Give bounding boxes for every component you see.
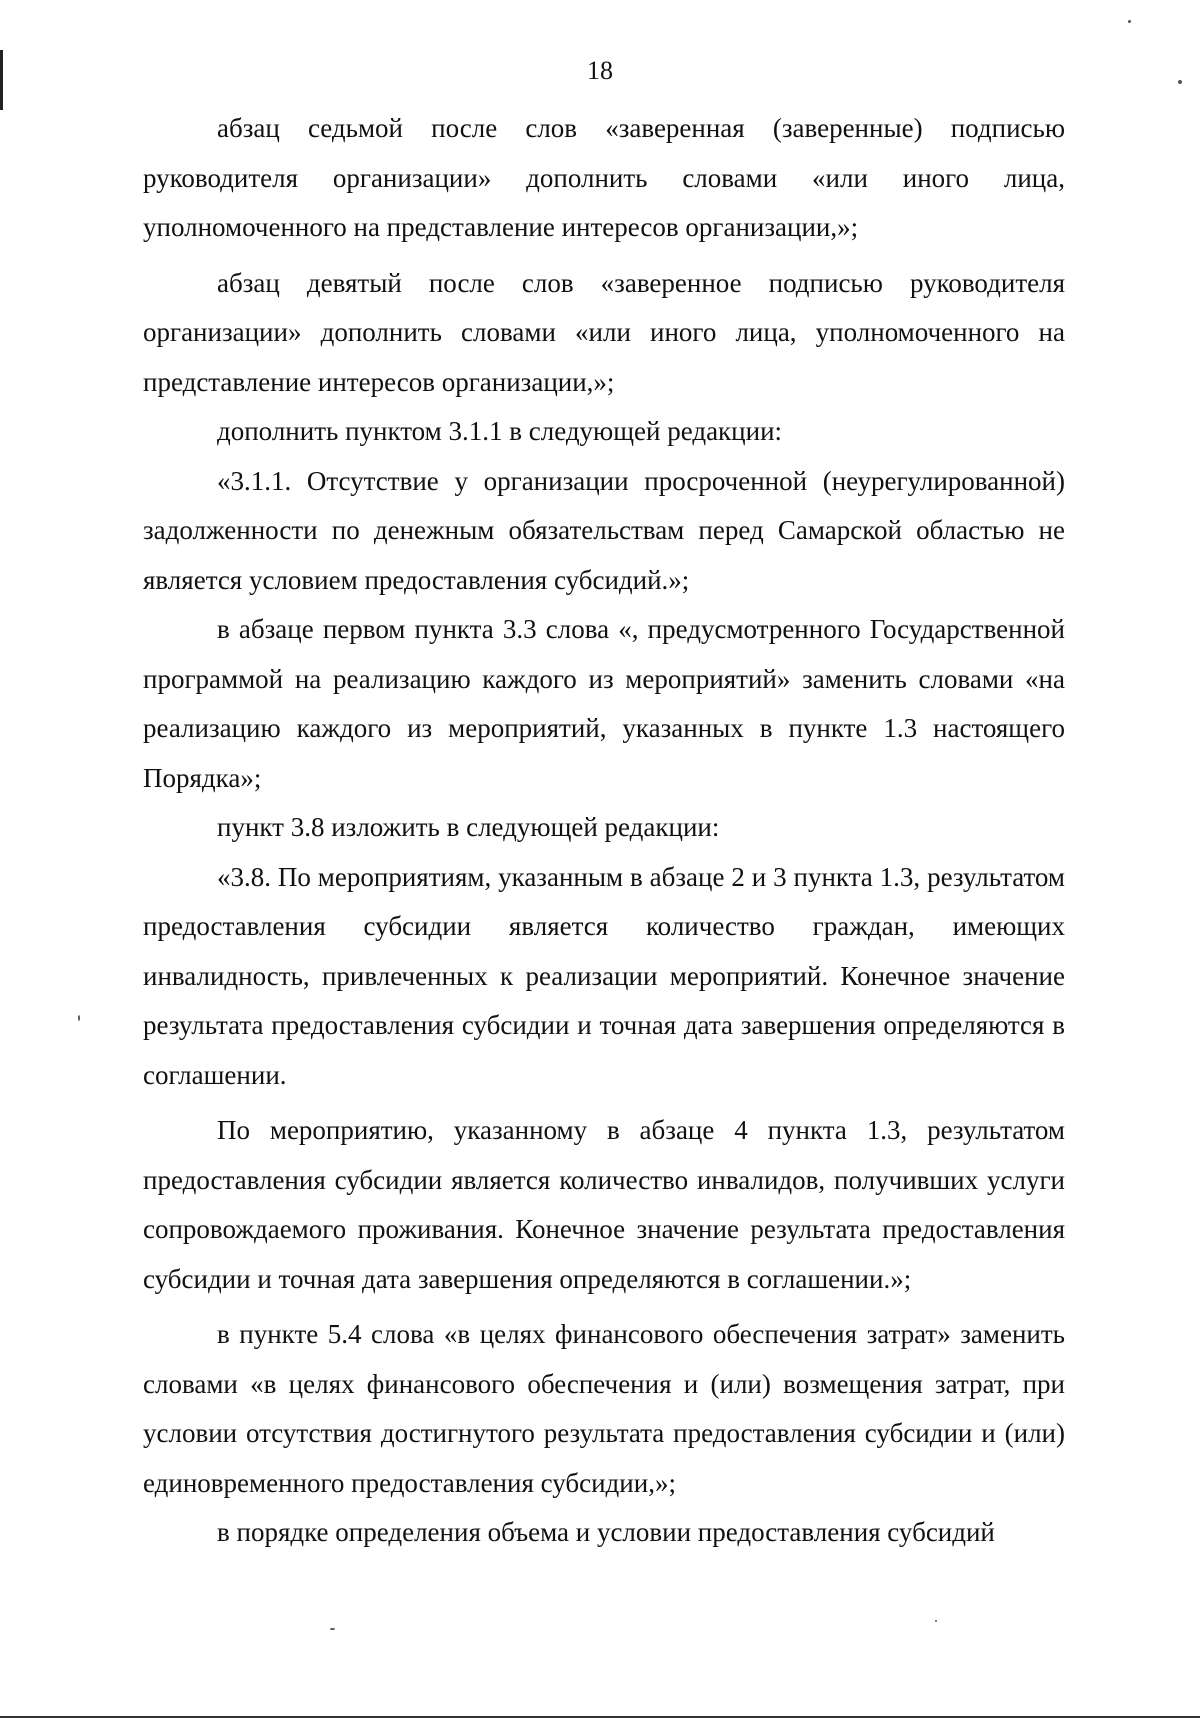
scan-speck	[935, 1620, 937, 1622]
paragraph-6: пункт 3.8 изложить в следующей редакции:	[217, 812, 720, 842]
paragraph-4: «3.1.1. Отсутствие у организации просроченной (неурегулированной) задолженности по денежным обязательствам перед Самарской областью не является условием предоставления субсидий.»;	[143, 465, 1065, 595]
page-number: 18	[587, 56, 613, 85]
document-body	[143, 104, 1065, 1558]
paragraph-3: дополнить пунктом 3.1.1 в следующей редакции:	[217, 416, 783, 446]
paragraph-2: абзац девятый после слов «заверенное подписью руководителя организации» дополнить словами «или иного лица, уполномоченного на представление интересов организации,»;	[143, 267, 1065, 397]
paragraph-5: в абзаце первом пункта 3.3 слова «, предусмотренного Государственной программой на реализацию каждого из мероприятий» заменить словами «на реализацию каждого из мероприятий, указанных в пункте 1.3 настоящего Порядка»;	[143, 614, 1065, 793]
paragraph-7: «3.8. По мероприятиям, указанным в абзаце 2 и 3 пункта 1.3, результатом предоставления субсидии является количество граждан, имеющих инвалидность, привлеченных к реализации мероприятий. Конечное значение результата предоставления субсидии и точная дата завершения определяются в соглашении.	[143, 861, 1065, 1090]
scan-speck	[78, 1015, 80, 1021]
scan-speck	[330, 1628, 335, 1630]
paragraph-9: в пункте 5.4 слова «в целях финансового обеспечения затрат» заменить словами «в целях финансового обеспечения и (или) возмещения затрат, при условии отсутствия достигнутого результата предоставления субсидии и (или) единовременного предоставления субсидии,»;	[143, 1319, 1065, 1498]
paragraph-8: По мероприятию, указанному в абзаце 4 пункта 1.3, результатом предоставления субсидии является количество инвалидов, получивших услуги сопровождаемого проживания. Конечное значение результата предоставления субсидии и точная дата завершения определяются в соглашении.»;	[143, 1115, 1065, 1294]
scan-speck	[1128, 20, 1131, 23]
scan-bottom-edge	[0, 1716, 1200, 1718]
paragraph-10: в порядке определения объема и условии предоставления субсидий	[217, 1517, 995, 1547]
paragraph-1: абзац седьмой после слов «заверенная (заверенные) подписью руководителя организации» дополнить словами «или иного лица, уполномоченного на представление интересов организации,»;	[143, 113, 1065, 242]
scan-speck	[1178, 80, 1182, 84]
